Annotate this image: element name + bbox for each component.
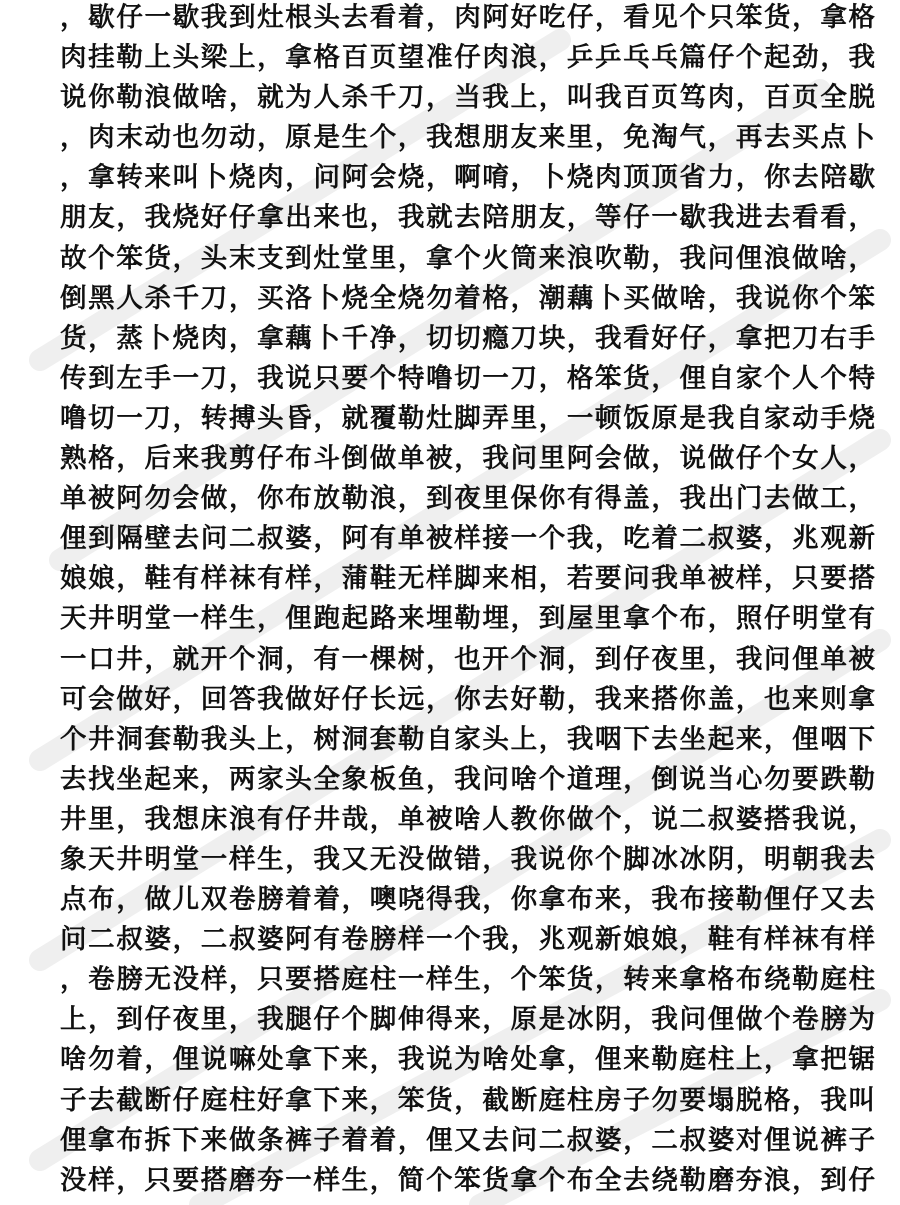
text-line: 象天井明堂一样生，我又无没做错，我说你个脚冰冰阴，明朝我去 — [60, 843, 875, 875]
text-line: 说你勒浪做啥，就为人杀千刀，当我上，叫我百页笃肉，百页全脱 — [60, 82, 875, 114]
text-line: 朋友，我烧好仔拿出来也，我就去陪朋友，等仔一歇我进去看看， — [60, 202, 875, 234]
text-line: 噜切一刀，转搏头昏，就覆勒灶脚弄里，一顿饭原是我自家动手烧 — [60, 402, 875, 434]
text-line: 传到左手一刀，我说只要个特噜切一刀，格笨货，俚自家个人个特 — [60, 362, 875, 394]
text-line: 啥勿着，俚说嘛处拿下来，我说为啥处拿，俚来勒庭柱上，拿把锯 — [60, 1044, 875, 1076]
text-line: 故个笨货，头末支到灶堂里，拿个火筒来浪吹勒，我问俚浪做啥， — [60, 242, 875, 274]
text-line: 俚到隔壁去问二叔婆，阿有单被样接一个我，吃着二叔婆，兆观新 — [60, 523, 875, 555]
text-line: 熟格，后来我剪仔布斗倒做单被，我问里阿会做，说做仔个女人， — [60, 443, 875, 475]
text-line: 天井明堂一样生，俚跑起路来埋勒埋，到屋里拿个布，照仔明堂有 — [60, 603, 875, 635]
text-line: 点布，做儿双卷膀着着，噢哓得我，你拿布来，我布接勒俚仔又去 — [60, 884, 875, 916]
text-line: 井里，我想床浪有仔井哉，单被啥人教你做个，说二叔婆搭我说， — [60, 803, 875, 835]
text-line: 子去截断仔庭柱好拿下来，笨货，截断庭柱房子勿要塌脱格，我叫 — [60, 1084, 875, 1116]
text-line: ，歇仔一歇我到灶根头去看着，肉阿好吃仔，看见个只笨货，拿格 — [60, 2, 875, 33]
text-line: 倒黑人杀千刀，买洛卜烧全烧勿着格，潮藕卜买做啥，我说你个笨 — [60, 282, 875, 314]
text-line: ，卷膀无没样，只要搭庭柱一样生，个笨货，转来拿格布绕勒庭柱 — [60, 964, 875, 996]
text-line: 货，蒸卜烧肉，拿藕卜千净，切切瘾刀块，我看好仔，拿把刀右手 — [60, 322, 875, 354]
text-line: 个井洞套勒我头上，树洞套勒自家头上，我咽下去坐起来，俚咽下 — [60, 723, 875, 755]
text-line: 问二叔婆，二叔婆阿有卷膀样一个我，兆观新娘娘，鞋有样袜有样 — [60, 924, 875, 956]
body-text — [60, 0, 875, 1201]
text-line: 上，到仔夜里，我腿仔个脚伸得来，原是冰阴，我问俚做个卷膀为 — [60, 1004, 875, 1036]
text-line: 俚拿布拆下来做条裤子着着，俚又去问二叔婆，二叔婆对俚说裤子 — [60, 1124, 875, 1156]
text-line: 可会做好，回答我做好仔长远，你去好勒，我来搭你盖，也来则拿 — [60, 683, 875, 715]
text-line: 肉挂勒上头梁上，拿格百页望准仔肉浪，乒乒乓乓篇仔个起劲，我 — [60, 42, 875, 74]
text-line: 一口井，就开个洞，有一棵树，也开个洞，到仔夜里，我问俚单被 — [60, 643, 875, 675]
text-line: ，拿转来叫卜烧肉，问阿会烧，啊唷，卜烧肉顶顶省力，你去陪歇 — [60, 162, 875, 194]
text-line: ，肉末动也勿动，原是生个，我想朋友来里，免淘气，再去买点卜 — [60, 122, 875, 154]
text-line: 娘娘，鞋有样袜有样，蒲鞋无样脚来相，若要问我单被样，只要搭 — [60, 563, 875, 595]
text-line: 没样，只要搭磨夯一样生，简个笨货拿个布全去绕勒磨夯浪，到仔 — [60, 1164, 875, 1196]
text-line: 单被阿勿会做，你布放勒浪，到夜里保你有得盖，我出门去做工， — [60, 483, 875, 515]
text-line: 去找坐起来，两家头全象板鱼，我问啥个道理，倒说当心勿要跌勒 — [60, 763, 875, 795]
